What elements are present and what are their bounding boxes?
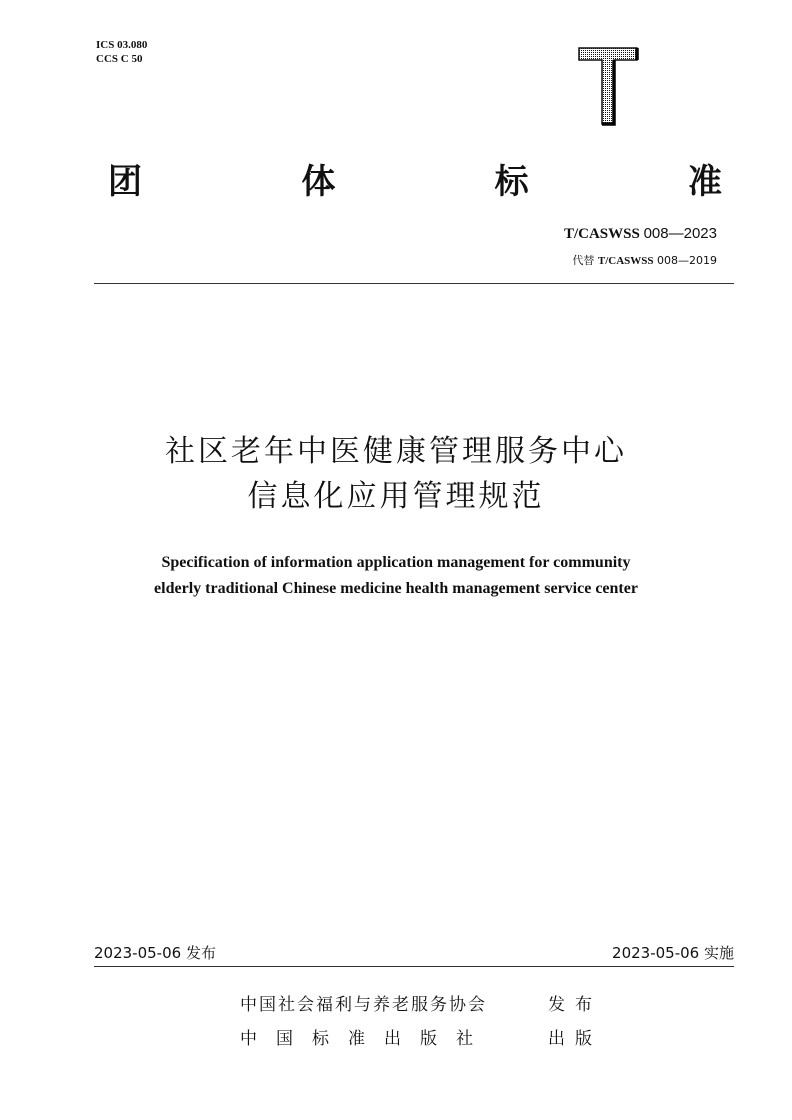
title-chinese-line1: 社区老年中医健康管理服务中心 bbox=[165, 434, 627, 469]
category-char: 团 bbox=[108, 162, 142, 202]
header-divider bbox=[94, 283, 734, 284]
title-english-line2: elderly traditional Chinese medicine health management service center bbox=[154, 580, 638, 597]
issuer-role: 发布 bbox=[548, 995, 602, 1015]
implement-date: 2023-05-06 实施 bbox=[612, 944, 734, 962]
standard-number bbox=[564, 225, 717, 243]
title-english-line1: Specification of information application management for community bbox=[161, 554, 631, 571]
category-char: 准 bbox=[687, 162, 722, 202]
standard-code: 008—2023 bbox=[643, 225, 717, 242]
classification-codes bbox=[96, 38, 147, 66]
category-char: 体 bbox=[301, 162, 336, 202]
replaces-prefix: T/CASWSS bbox=[597, 255, 654, 267]
t-standard-logo bbox=[577, 46, 639, 126]
issuer-name: 中国社会福利与养老服务协会 bbox=[240, 995, 487, 1015]
replaces-label: 代替 bbox=[572, 254, 595, 267]
publish-date: 2023-05-06 发布 bbox=[94, 944, 216, 962]
standard-prefix: T/CASWSS bbox=[563, 226, 640, 242]
ics-code: ICS 03.080 bbox=[96, 39, 148, 51]
issuer-name: 中国标准出版社 bbox=[240, 1029, 492, 1049]
issuer-role: 出版 bbox=[548, 1029, 602, 1049]
title-chinese-line2: 信息化应用管理规范 bbox=[247, 479, 545, 514]
category-char: 标 bbox=[494, 162, 529, 202]
document-category bbox=[108, 160, 722, 204]
footer-divider bbox=[94, 966, 734, 967]
ccs-code: CCS C 50 bbox=[96, 53, 143, 65]
replaces-standard bbox=[572, 252, 717, 268]
replaces-code: 008—2019 bbox=[657, 254, 717, 267]
